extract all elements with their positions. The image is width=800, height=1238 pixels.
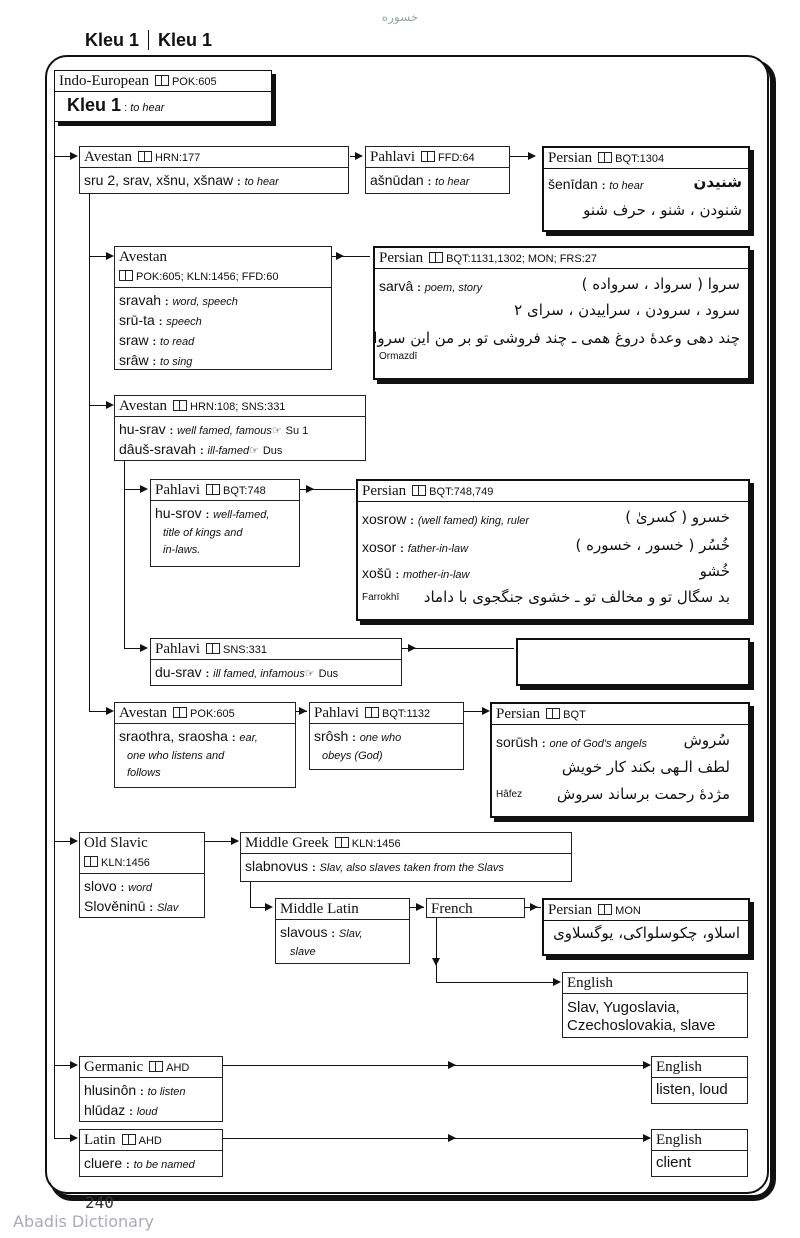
persian-words: اسلاو، چکوسلواکی، یوگسلاوی [553,924,740,942]
source-ref: BQT:1132 [382,708,431,720]
gloss: Slav, also slaves taken from the Slavs [319,862,504,874]
source-ref: BQT [563,709,586,721]
language-name: Indo-European [59,73,149,89]
source-ref: KLN:1456 [101,857,150,869]
gloss: obeys (God) [322,750,383,762]
arrow-icon [70,837,78,845]
language-name: Middle Greek [245,835,329,851]
persian-entry-box: Persian BQT:1304 šenīdan : to hear شنیدن شنودن ، شنو ، حرف شنو [542,146,750,232]
arrow-icon [106,252,114,260]
header-divider [148,30,149,50]
book-icon [365,707,379,718]
root-entry-box: Indo-European POK:605 Kleu 1 : to hear [54,70,272,122]
source-ref: POK:605; KLN:1456; FFD:60 [136,271,279,283]
gloss: to listen [147,1086,186,1098]
gloss: well famed, famous [177,425,272,437]
gloss: to hear [244,176,279,188]
source-ref: SNS:331 [223,644,268,656]
connector [402,648,514,649]
connector [124,489,140,490]
gloss: one who listens and [127,750,225,762]
word: sraothra, sraosha [119,728,228,744]
gloss: well-famed, [213,509,270,521]
book-icon [155,75,169,86]
pointing-hand-icon: ☞ [271,425,282,437]
word: srâw [119,352,149,368]
pointing-hand-icon: ☞ [249,445,259,457]
gloss: to be named [133,1159,195,1171]
arrow-icon [265,903,273,911]
word: hu-srav [119,421,166,437]
poet-name: Ormazdī [379,351,418,362]
persian-word: سُروش [683,731,730,749]
english-words: Slav, Yugoslavia, [567,999,680,1016]
language-name: French [431,901,473,917]
avestan-trunk-line [89,193,90,711]
language-name: Middle Latin [280,901,359,917]
gloss: one who [359,732,402,744]
book-icon [598,152,612,163]
language-name: English [567,975,613,991]
word: sru 2, srav, xšnu, xšnaw [84,172,234,188]
arrow-icon [643,1061,651,1069]
english-words: Czechoslovakia, slave [567,1017,716,1034]
arrow-icon [70,1061,78,1069]
arrow-icon [408,644,416,652]
persian-derivatives: شنودن ، شنو ، حرف شنو [583,201,742,219]
word: dâuš-sravah [119,441,197,457]
word: hlusinôn [84,1082,137,1098]
arrow-icon [553,978,561,986]
persian-word: خُشو [699,562,730,580]
pahlavi-entry-box: Pahlavi BQT:1132 srôsh : one who obeys (God) [309,702,464,770]
pointing-hand-icon: ☞ [304,668,315,680]
middle-latin-entry-box: Middle Latin slavous : Slav, slave [275,898,410,964]
arrow-icon [336,252,344,260]
french-entry-box [426,898,525,918]
arrow-icon [448,1134,456,1142]
page-top-title: خسوره [381,10,419,24]
book-icon [122,1134,136,1145]
arrow-icon [231,837,239,845]
word: srôsh [314,728,349,744]
arrow-icon [306,485,314,493]
gloss: Slav [156,902,179,914]
source-ref: POK:605 [171,76,217,88]
book-icon [206,484,220,495]
persian-entry-box: Persian BQT sorūsh : one of God's angels سُروش لطف الـهی بکند کار خویش Hâfez مژدهٔ رحمت برساند سروش [490,702,750,818]
gloss: ear, [239,732,258,744]
branch-line [436,918,437,982]
arrow-icon [643,1134,651,1142]
gloss: word, speech [172,296,238,308]
connector [89,405,107,406]
source-ref: FFD:64 [438,152,475,164]
language-name: Avestan [119,249,168,265]
connector [124,648,140,649]
word: sraw [119,332,149,348]
english-entry-box [562,972,748,1038]
word: Slověninū [84,898,146,914]
gloss: word [128,882,152,894]
avestan-entry-box: Avestan HRN:177 sru 2, srav, xšnu, xšnaw : to hear [79,146,349,194]
language-name: Persian [379,250,424,266]
pahlavi-entry-box: Pahlavi SNS:331 du-srav : ill famed, infamous☞ Dus [150,638,402,686]
word: hu-srov [155,505,202,521]
word: du-srav [155,664,202,680]
gloss: to hear [130,102,165,114]
gloss: in-laws. [163,544,201,556]
source-ref: POK:605 [190,708,235,720]
connector [89,256,107,257]
persian-entry-box [542,898,750,956]
language-name: Latin [84,1132,116,1148]
poet-name: Farrokhī [362,592,400,603]
persian-word: خسرو ( کسریٰ ) [625,508,730,526]
language-name: Pahlavi [314,705,359,721]
persian-verse: مژدهٔ رحمت برساند سروش [556,785,730,803]
source-ref: HRN:108; SNS:331 [190,401,286,413]
pahlavi-entry-box: Pahlavi FFD:64 ašnūdan : to hear [365,146,510,194]
persian-verse: بد سگال تو و مخالف تو ـ خشوی جنگجوی با داماد [423,588,730,606]
persian-derivatives: سرود ، سرودن ، سراییدن ، سرای ۲ [514,301,740,319]
arrow-icon [355,152,363,160]
old-slavic-entry-box: Old Slavic KLN:1456 slovo : word Slověninū : Slav [79,832,205,918]
word: xosrow [362,511,407,527]
source-ref: BQT:748 [223,485,266,497]
book-icon [138,151,152,162]
language-name: Pahlavi [155,641,200,657]
word: sarvâ [379,278,414,294]
word: slavous [280,924,328,940]
gloss: to read [160,336,195,348]
word: sorūsh [496,734,539,750]
book-icon [84,856,98,867]
persian-word: خُسُر ( خسور ، خسوره ) [575,536,730,554]
book-icon [173,707,187,718]
arrow-icon [416,903,424,911]
gloss: (well famed) king, ruler [417,515,530,527]
header-right: Kleu 1 [158,30,213,50]
brand-watermark: Abadis Dictionary [13,1212,154,1231]
arrow-icon [106,401,114,409]
arrow-icon [530,903,538,911]
gloss: ill-famed [207,445,250,457]
language-name: Avestan [119,705,168,721]
source-ref: AHD [138,1135,162,1147]
book-icon [335,837,349,848]
cross-ref: Dus [262,445,283,457]
connector [222,1138,650,1139]
gloss: to hear [609,180,644,192]
language-name: Persian [548,150,593,166]
gloss: to hear [435,176,470,188]
page-number: 240 [85,1193,114,1212]
english-words: listen, loud [656,1081,728,1098]
persian-entry-box: Persian BQT:748,749 xosrow : (well famed) king, ruler خسرو ( کسریٰ ) xosor : father-in-law خُسُر ( خسور ، خسوره ) xošū : mother-in-law خُشو Farrokhī بد سگال تو و مخالف تو ـ خشوی جنگجوی با داماد [356,479,750,621]
arrow-icon [140,485,148,493]
persian-verse: چند دهی وعدۀ دروغ همی ـ چند فروشی تو بر من این سروا [373,329,740,347]
persian-entry-box: Persian BQT:1131,1302; MON; FRS:27 sarvâ : poem, story سروا ( سرواد ، سرواده ) سرود ، سرودن ، سراییدن ، سرای ۲ چند دهی وعدۀ دروغ همی ـ چند فروشی تو بر من این سروا Ormazdī [373,246,750,380]
gloss: ill famed, infamous [213,668,305,680]
cross-ref: Dus [318,668,339,680]
book-icon [421,151,435,162]
source-ref: AHD [166,1062,190,1074]
connector [222,1065,650,1066]
book-icon [206,643,220,654]
language-name: Pahlavi [370,149,415,165]
header-left: Kleu 1 [85,30,140,50]
arrow-icon [528,152,536,160]
book-icon [412,485,426,496]
gloss: one of God's angels [549,738,647,750]
arrow-icon [448,1061,456,1069]
language-name: Persian [496,706,541,722]
book-icon [173,400,187,411]
arrow-icon [299,707,307,715]
english-entry-box [651,1129,748,1177]
gloss: follows [127,767,161,779]
source-ref: BQT:1131,1302; MON; FRS:27 [446,253,597,265]
word: sravah [119,292,162,308]
source-ref: HRN:177 [155,152,201,164]
language-name: Avestan [84,149,133,165]
book-icon [119,270,133,281]
arrow-icon [140,644,148,652]
persian-verse: لطف الـهی بکند کار خویش [561,758,730,776]
main-trunk-line [54,118,55,1138]
gloss: loud [136,1106,158,1118]
empty-persian-box [516,638,750,686]
cross-ref: Su 1 [285,425,309,437]
gloss: mother-in-law [403,569,470,581]
branch-line [250,882,251,907]
book-icon [598,904,612,915]
gloss: to sing [160,356,193,368]
arrow-icon [70,152,78,160]
avestan-entry-box: Avestan POK:605 sraothra, sraosha : ear, one who listens and follows [114,702,296,788]
word: slovo [84,878,117,894]
arrow-icon [70,1134,78,1142]
page-header [85,30,212,51]
source-ref: BQT:748,749 [429,486,494,498]
word: šenīdan [548,176,598,192]
source-ref: MON [615,905,641,917]
pahlavi-entry-box: Pahlavi BQT:748 hu-srov : well-famed, title of kings and in-laws. [150,479,300,567]
book-icon [429,252,443,263]
language-name: Germanic [84,1059,144,1075]
word: srū-ta [119,312,155,328]
word: hlūdaz [84,1102,126,1118]
language-name: English [656,1059,702,1075]
avestan-entry-box: Avestan POK:605; KLN:1456; FFD:60 sravah : word, speech srū-ta : speech sraw : to read srâw : to sing [114,246,332,370]
connector [436,982,558,983]
book-icon [546,708,560,719]
word: cluere [84,1155,123,1171]
gloss: father-in-law [407,543,469,555]
language-name: Avestan [119,398,168,414]
gloss: Slav, [338,928,363,940]
language-name: Persian [362,483,407,499]
poet-name: Hâfez [496,789,523,800]
word: ašnūdan [370,172,424,188]
language-name: English [656,1132,702,1148]
word: xošū [362,565,392,581]
middle-greek-entry-box: Middle Greek KLN:1456 slabnovus : Slav, also slaves taken from the Slavs [240,832,572,882]
persian-word: شنیدن [693,173,742,191]
connector [510,156,530,157]
language-name: Old Slavic [84,835,148,851]
connector [89,711,107,712]
germanic-entry-box: Germanic AHD hlusinôn : to listen hlūdaz : loud [79,1056,223,1122]
gloss: slave [290,946,316,958]
word: slabnovus [245,858,309,874]
language-name: Persian [548,902,593,918]
source-ref: BQT:1304 [615,153,665,165]
root-word: Kleu 1 [67,95,122,115]
gloss: speech [166,316,202,328]
arrow-icon [482,707,490,715]
gloss: title of kings and [163,527,243,539]
word: xosor [362,539,397,555]
arrow-icon [432,958,440,966]
language-name: Pahlavi [155,482,200,498]
persian-word: سروا ( سرواد ، سرواده ) [581,275,740,293]
book-icon [149,1061,163,1072]
english-entry-box [651,1056,748,1104]
gloss: poem, story [424,282,483,294]
source-ref: KLN:1456 [351,838,401,850]
latin-entry-box: Latin AHD cluere : to be named [79,1129,223,1177]
english-words: client [656,1154,692,1171]
avestan-entry-box: Avestan HRN:108; SNS:331 hu-srav : well famed, famous☞ Su 1 dâuš-sravah : ill-famed☞ Dus [114,395,366,461]
arrow-icon [106,707,114,715]
